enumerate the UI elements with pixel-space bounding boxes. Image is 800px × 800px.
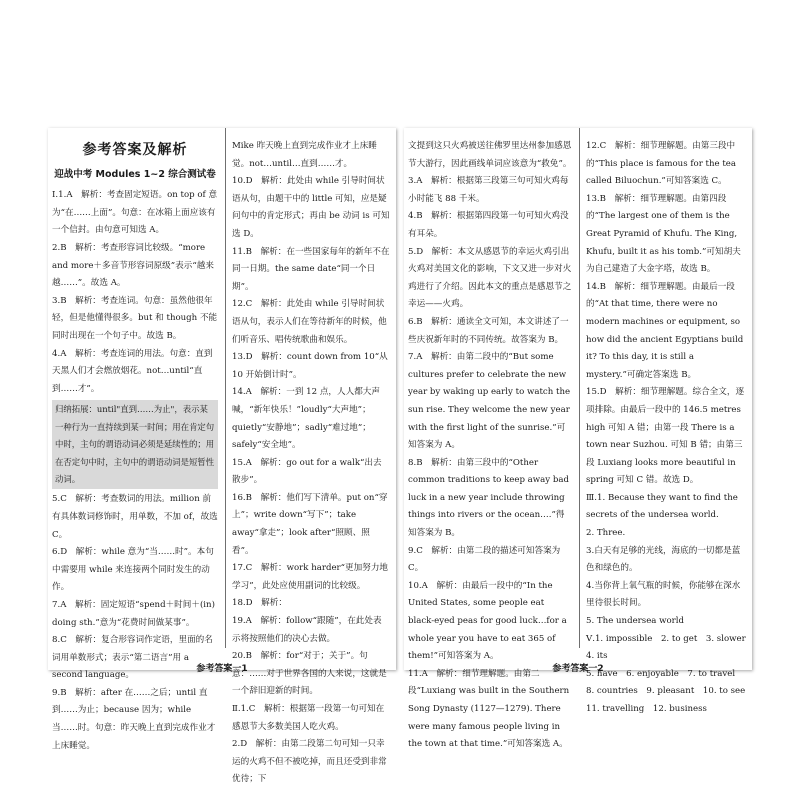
answer-item: 15.D 解析：细节理解题。综合全文，逐项排除。由最后一段中的 146.5 metres high 可知 A 错；由第一段 There is a town near Suzhou. 可知 B 错；由第三段 Luxiang looks more beautiful in spring 可知 C 错。故选 D。 [586,387,745,486]
answer-item: Ⅴ.1. impossible 2. to get 3. slower 4. its [586,633,755,662]
test-subtitle: 迎战中考 Modules 1~2 综合测试卷 [54,168,216,180]
answer-item: 10.D 解析：此处由 while 引导时间状语从句，由题干中的 little 可知，应是疑问句中的肯定形式；再由 be 动词 is 可知选 D。 [232,176,390,239]
answer-item: 5. have 6. enjoyable 7. to travel [586,668,736,679]
answer-item: 4.A 解析：考查连词的用法。句意：直到天黑人们才会燃放烟花。not…until“直到……才”。 [52,348,213,394]
grammar-note: 归纳拓展：until"直到……为止"，表示某一种行为一直持续到某一时间；用在肯定句中时，主句的谓语动词必须是延续性的；用在否定句中时，主句中的谓语动词是短暂性动词。 [52,400,218,489]
answer-item: Ⅲ.1. Because they want to find the secrets of the undersea world. [586,492,738,521]
answer-item: 11. travelling 12. business [586,704,707,714]
answer-item: 10.A 解析：由最后一段中的“In the United States, some people eat black-eyed peas for good luck…for a whole year you have to eat 365 of them!”可知答案为 A。 [408,580,567,662]
answer-item: 3.B 解析：考查连词。句意：虽然他很年轻，但是他懂得很多。but 和 though 不能同时出现在一个句子中。故选 B。 [52,295,218,341]
page-footer: 参考答案一2 [552,664,604,674]
answer-item: Ⅰ.1.A 解析：考查固定短语。on top of 意为“在……上面”。句意：在冰箱上面应该有一个信封。由句意可知选 A。 [52,190,218,236]
answer-item: 8. countries 9. pleasant 10. to see [586,686,746,697]
answer-item: 18.D 解析： [232,598,287,609]
answer-item: 8.B 解析：由第三段中的“Other common traditions to keep away bad luck in a new year include throwing things into rivers or the ocean….”得知答案为 B。 [408,457,569,539]
answer-item: 9.B 解析：after 在……之后；until 直到……为止；because 因为；while 当……时。句意：昨天晚上直到完成作业才上床睡觉。 [52,687,216,751]
answer-item: 16.B 解析：他们写下清单。put on“穿上”；write down“写下”；take away“拿走”；look after“照顾、照看”。 [232,492,388,556]
page-title: 参考答案及解析 [82,142,188,158]
answer-item: 2. Three. [586,528,626,539]
answer-page-1 [48,128,396,785]
answer-item: 17.C 解析：work harder“更加努力地学习”，此处应使用副词的比较级。 [232,563,389,591]
answer-item: 7.A 解析：由第二段中的“But some cultures prefer to celebrate the new year by waking up early to watch the sun rise. They welcome the new year with the first light of the sunrise.”可知答案为 A。 [408,352,571,451]
answer-item: 6.D 解析：while 意为“当……时”。本句中需要用 while 来连接两个同时发生的动作。 [52,547,214,593]
answer-item: 15.A 解析：go out for a walk“出去散步”。 [232,457,382,486]
answer-item: 2.B 解析：考查形容词比较级。“more and more＋多音节形容词原级”表示“越来越……”。故选 A。 [52,242,214,289]
answer-page-2 [404,128,755,750]
answer-item: 19.A 解析：follow“跟随”，在此处表示将按照他们的决心去做。 [232,616,382,644]
answer-item: 20.B 解析：for“对于；关于”。句意：……对于世界各国的人来说，这就是一个辞旧迎新的时间。 [232,651,387,697]
page1-column-2 [232,138,390,789]
answer-item: 8.C 解析：复合形容词作定语，里面的名词用单数形式；表示“第二语言”用 a second language。 [52,635,213,681]
answer-item: 12.C 解析：此处由 while 引导时间状语从句，表示人们在等待新年的时候，他们听音乐、唱传统歌曲和娱乐。 [232,299,387,345]
answer-item: 6.B 解析：通读全文可知，本文讲述了一些庆祝新年时的不同传统。故答案为 B。 [408,316,569,345]
answer-item: 4.当你背上氧气瓶的时候，你能够在深水里待很长时间。 [586,580,741,609]
answer-item: 13.B 解析：细节理解题。由第四段的“The largest one of them is the Great Pyramid of Khufu. The King, Khufu, built it as his tomb.”可知胡夫为自己建造了大金字塔，故选 B。 [586,193,741,275]
answer-item: 12.C 解析：细节理解题。由第三段中的“This place is famous for the tea called Biluochun.”可知答案选 C。 [586,141,737,187]
answer-item: 11.A 解析：细节理解题。由第二段“Luxiang was built in the Southern Song Dynasty (1127—1279). There were many famous people living in the town at that time.”可知答案选 A。 [408,668,570,750]
answer-item: 13.D 解析：count down from 10“从 10 开始倒计时”。 [232,352,388,380]
answer-item: 2.D 解析：由第二段第二句可知一只幸运的火鸡不但不被吃掉，而且还受到非常优待；下 [232,739,387,785]
answer-item: 4.B 解析：根据第四段第一句可知火鸡没有耳朵。 [408,211,569,239]
column-divider [225,128,226,648]
answer-item: 5.C 解析：考查数词的用法。million 前有具体数词修饰时，用单数，不加 of，故选 C。 [52,494,218,540]
answer-item: Ⅱ.1.C 解析：根据第一段第一句可知在感恩节大多数美国人吃火鸡。 [232,704,385,732]
answer-item: 9.C 解析：由第二段的描述可知答案为 C。 [408,545,561,574]
answer-item: 文提到这只火鸡被送往佛罗里达州参加感恩节大游行，因此画线单词应该意为“救免”。 [408,141,572,169]
page2-column-2 [586,138,755,719]
answer-item: 3.A 解析：根据第三段第三句可知火鸡每小时能飞 88 千米。 [408,176,569,204]
answer-item: Mike 昨天晚上直到完成作业才上床睡觉。not…until…直到……才。 [232,141,377,169]
answer-item: 14.A 解析：一到 12 点，人人都大声喊，“新年快乐！”loudly“大声地”；quietly“安静地”；sadly“难过地”；safely“安全地”。 [232,387,380,451]
page-footer: 参考答案一1 [196,664,248,674]
column-divider [579,128,580,648]
answer-item: 5. The undersea world [586,616,685,627]
answer-item: 5.D 解析：本文从感恩节的幸运火鸡引出火鸡对美国文化的影响，下文又进一步对火鸡进行了介绍。因此本文的重点是感恩节之幸运——火鸡。 [408,246,572,310]
answer-item: 14.B 解析：细节理解题。由最后一段的“At that time, there were no modern machines or equipment, so how did the ancient Egyptians build it? To this day, it is still a mystery.”可确定答案选 B。 [586,281,744,380]
answer-item: 3.白天有足够的光线，海底的一切都是蓝色和绿色的。 [586,545,741,574]
answer-item: 11.B 解析：在一些国家每年的新年不在同一日期。the same date“同一个日期”。 [232,246,390,292]
answer-item: 7.A 解析：固定短语“spend＋时间＋(in) doing sth.”意为“花费时间做某事”。 [52,599,215,628]
